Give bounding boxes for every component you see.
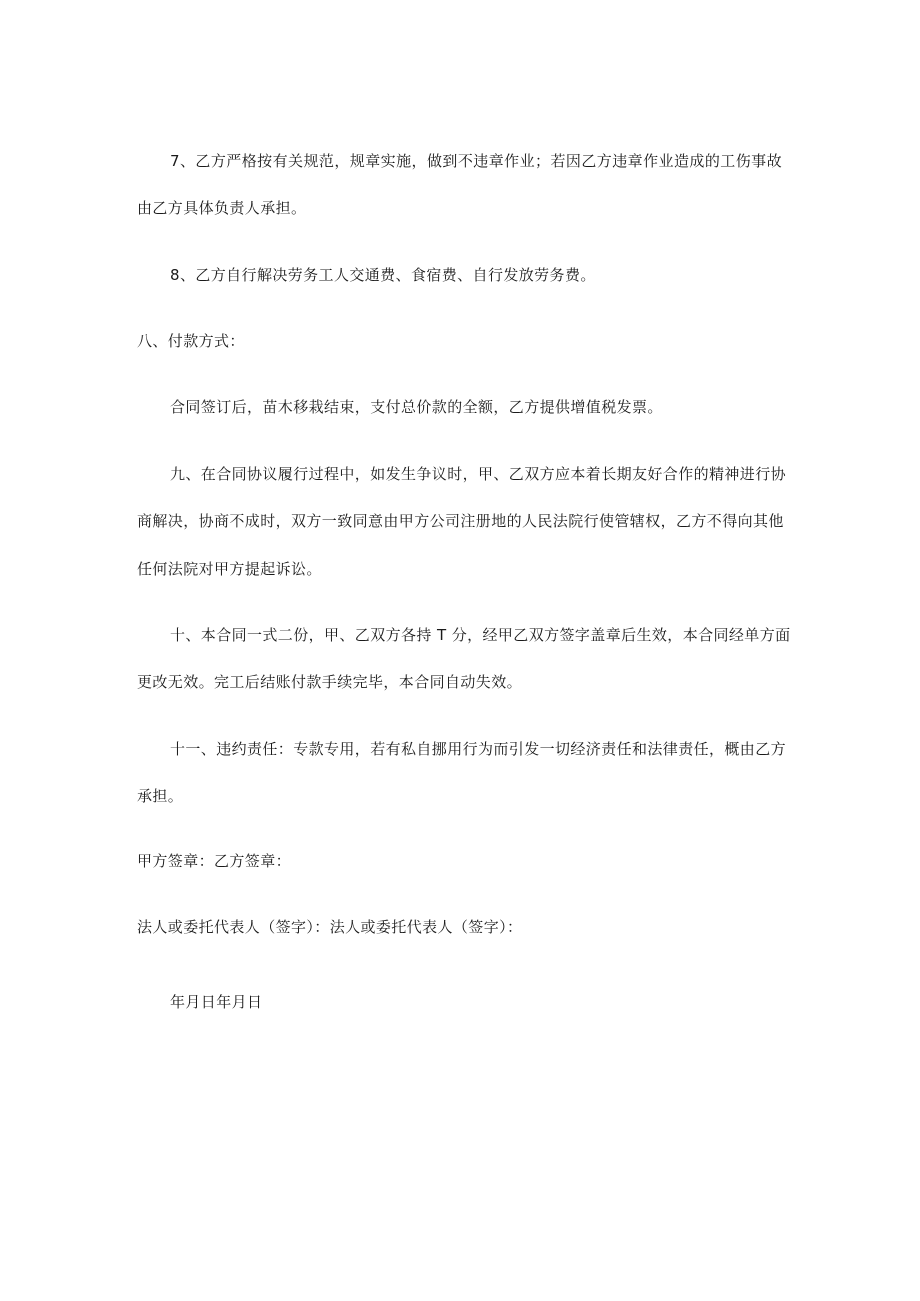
- date-line: 年月日年月日: [170, 993, 263, 1011]
- section-11-line-2: 承担。: [137, 787, 184, 805]
- section-8-heading: 八、付款方式：: [137, 332, 245, 350]
- section-10-line-2: 更改无效。完工后结账付款手续完毕，本合同自动失效。: [137, 673, 523, 691]
- clause-7-line-2: 由乙方具体负责人承担。: [137, 199, 307, 217]
- section-9-line-3: 任何法院对甲方提起诉讼。: [137, 560, 322, 578]
- clause-8-text: 8、乙方自行解决劳务工人交通费、食宿费、自行发放劳务费。: [170, 266, 596, 284]
- section-9-line-1: 九、在合同协议履行过程中，如发生争议时，甲、乙双方应本着长期友好合作的精神进行协: [170, 465, 787, 483]
- payment-terms-text: 合同签订后，苗木移栽结束，支付总价款的全额，乙方提供增值税发票。: [170, 398, 663, 416]
- representative-signature-line: 法人或委托代表人（签字）：法人或委托代表人（签字）：: [137, 918, 523, 936]
- section-11-line-1: 十一、违约责任：专款专用，若有私自挪用行为而引发一切经济责任和法律责任，概由乙方: [170, 740, 787, 758]
- signature-line: 甲方签章：乙方签章：: [137, 852, 292, 870]
- section-10-line-1: 十、本合同一式二份，甲、乙双方各持 T 分，经甲乙双方签字盖章后生效，本合同经单方面: [170, 626, 791, 644]
- clause-7-line-1: 7、乙方严格按有关规范，规章实施，做到不违章作业；若因乙方违章作业造成的工伤事故: [170, 152, 782, 170]
- section-9-line-2: 商解决，协商不成时，双方一致同意由甲方公司注册地的人民法院行使管辖权，乙方不得向其他: [137, 512, 784, 530]
